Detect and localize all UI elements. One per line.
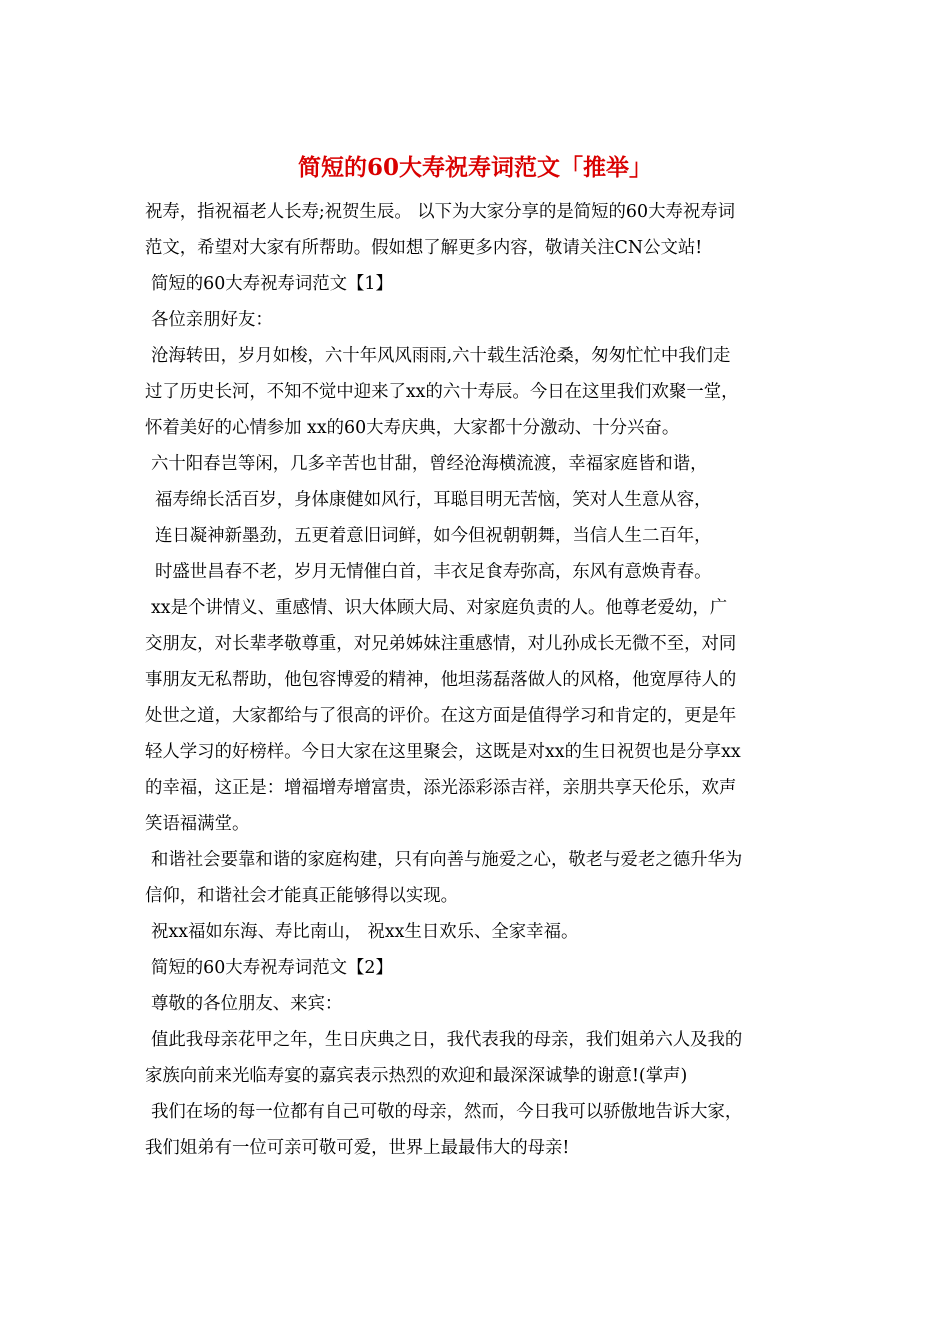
text-line: 事朋友无私帮助，他包容博爱的精神，他坦荡磊落做人的风格，他宽厚待人的 [145,670,737,690]
text-line: 时盛世昌春不老，岁月无情催白首，丰衣足食寿弥高，东风有意焕青春。 [155,562,712,582]
text-line: 福寿绵长活百岁，身体康健如风行，耳聪目明无苦恼，笑对人生意从容， [155,490,712,510]
text-line: 笑语福满堂。 [145,814,250,834]
text-line: 和谐社会要靠和谐的家庭构建，只有向善与施爱之心，敬老与爱老之德升华为 [151,850,743,870]
text-line: 祝xx福如东海、寿比南山， 祝xx生日欢乐、全家幸福。 [151,922,579,942]
text-line: 范文，希望对大家有所帮助。假如想了解更多内容，敬请关注CN公文站! [145,238,703,258]
text-line: 沧海转田，岁月如梭，六十年风风雨雨,六十载生活沧桑，匆匆忙忙中我们走 [151,346,731,366]
document-title: 简短的60大寿祝寿词范文「推举」 [297,154,652,181]
text-line: 怀着美好的心情参加 xx的60大寿庆典，大家都十分激动、十分兴奋。 [145,418,680,438]
text-line: 家族向前来光临寿宴的嘉宾表示热烈的欢迎和最深深诚挚的谢意!(掌声) [145,1066,688,1086]
text-line: 过了历史长河，不知不觉中迎来了xx的六十寿辰。今日在这里我们欢聚一堂， [145,382,739,402]
text-line: 值此我母亲花甲之年，生日庆典之日，我代表我的母亲，我们姐弟六人及我的 [151,1030,743,1050]
text-line: xx是个讲情义、重感情、识大体顾大局、对家庭负责的人。他尊老爱幼，广 [151,598,728,618]
text-line: 轻人学习的好榜样。今日大家在这里聚会，这既是对xx的生日祝贺也是分享xx [145,742,741,762]
text-line: 信仰，和谐社会才能真正能够得以实现。 [145,886,459,906]
text-line: 我们在场的每一位都有自己可敬的母亲，然而，今日我可以骄傲地告诉大家， [151,1102,743,1122]
text-line: 祝寿，指祝福老人长寿;祝贺生辰。 以下为大家分享的是简短的60大寿祝寿词 [145,202,736,222]
text-line: 我们姐弟有一位可亲可敬可爱，世界上最最伟大的母亲! [145,1138,570,1158]
text-line: 连日凝神新墨劲，五更着意旧词鲜，如今但祝朝朝舞，当信人生二百年， [155,526,712,546]
text-line: 尊敬的各位朋友、来宾： [151,994,343,1014]
text-line: 六十阳春岂等闲，几多辛苦也甘甜，曾经沧海横流渡，幸福家庭皆和谐， [151,454,708,474]
document-body [145,196,815,1168]
text-line: 的幸福，这正是：增福增寿增富贵，添光添彩添吉祥，亲朋共享天伦乐，欢声 [145,778,737,798]
text-line: 处世之道，大家都给与了很高的评价。在这方面是值得学习和肯定的，更是年 [145,706,737,726]
text-line: 简短的60大寿祝寿词范文【2】 [151,958,393,978]
text-line: 各位亲朋好友： [151,310,273,330]
text-line: 交朋友，对长辈孝敬尊重，对兄弟姊妹注重感情，对儿孙成长无微不至，对同 [145,634,737,654]
text-line: 简短的60大寿祝寿词范文【1】 [151,274,393,294]
